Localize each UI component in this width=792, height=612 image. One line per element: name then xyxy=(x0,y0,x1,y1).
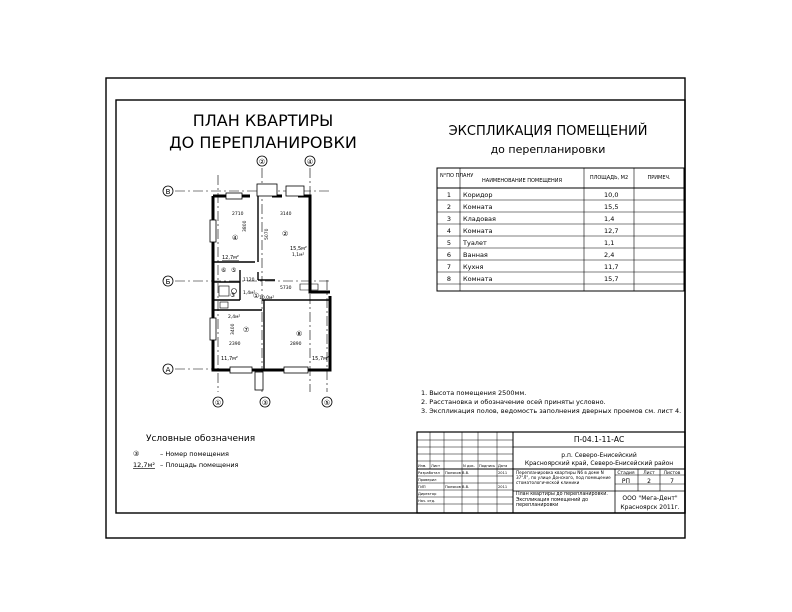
svg-text:5070: 5070 xyxy=(265,228,270,240)
row-4-n: 4 xyxy=(446,227,452,235)
explication-title-line2: до перепланировки xyxy=(490,143,606,156)
axis-label-4: ④ xyxy=(306,158,314,166)
svg-text:ГИП: ГИП xyxy=(418,485,426,489)
svg-text:②: ② xyxy=(282,230,289,238)
row-2-name: Комната xyxy=(463,203,493,211)
row-3-area: 1,4 xyxy=(604,215,615,223)
stamp-stage-label: Стадия xyxy=(617,471,635,476)
axis-label-3: ③ xyxy=(261,399,269,407)
svg-text:2710: 2710 xyxy=(232,212,244,217)
svg-text:12,7м²: 12,7м² xyxy=(222,255,239,261)
svg-text:1,4м²: 1,4м² xyxy=(243,291,256,296)
row-1-name: Коридор xyxy=(463,191,493,199)
axis-label-5: ⑤ xyxy=(323,399,331,407)
axis-label-1: ① xyxy=(214,399,222,407)
svg-text:Дата: Дата xyxy=(498,464,508,468)
plan-title-line1: ПЛАН КВАРТИРЫ xyxy=(192,111,334,130)
legend-text-area: – Площадь помещения xyxy=(160,461,239,469)
stamp-company-1: ООО "Мега-Дент" xyxy=(622,495,678,502)
row-8-name: Комната xyxy=(463,275,493,283)
axis-label-b: Б xyxy=(165,278,171,286)
svg-text:2,4м²: 2,4м² xyxy=(228,315,241,320)
row-3-name: Кладовая xyxy=(463,215,496,223)
row-8-area: 15,7 xyxy=(604,275,619,283)
stamp-sheets: 7 xyxy=(670,478,674,485)
stamp-address-1: р.п. Северо-Енисейский xyxy=(561,452,637,459)
row-4-name: Комната xyxy=(463,227,493,235)
svg-text:2890: 2890 xyxy=(290,342,302,347)
stamp-address-2: Красноярский край, Северо-Енисейский район xyxy=(524,460,674,467)
svg-text:①: ① xyxy=(253,292,260,300)
row-6-n: 6 xyxy=(446,251,452,259)
axis-label-a: А xyxy=(165,366,171,374)
row-5-n: 5 xyxy=(446,239,452,247)
explication-header-note: ПРИМЕЧ. xyxy=(647,175,671,181)
svg-text:2011: 2011 xyxy=(498,471,508,475)
explication-header-n: N°ПО ПЛАНУ xyxy=(440,173,474,179)
row-1-area: 10,0 xyxy=(604,191,619,199)
axis-label-2: ② xyxy=(258,158,266,166)
svg-text:15,7м²: 15,7м² xyxy=(312,356,329,362)
svg-text:Директор: Директор xyxy=(418,492,437,496)
svg-text:2390: 2390 xyxy=(229,342,241,347)
svg-text:Проверил: Проверил xyxy=(418,478,437,482)
stamp-code: П-04.1-11-АС xyxy=(573,435,625,444)
svg-text:⑦: ⑦ xyxy=(243,326,250,334)
row-8-n: 8 xyxy=(446,275,452,283)
note-3: 3. Экспликация полов, ведомость заполнения дверных проемов см. лист 4. xyxy=(421,407,682,415)
legend-text-room-number: – Номер помещения xyxy=(160,450,229,458)
axis-label-v: В xyxy=(165,188,171,196)
svg-text:⑥: ⑥ xyxy=(221,267,227,274)
svg-text:Разработал: Разработал xyxy=(418,471,440,475)
svg-text:N док.: N док. xyxy=(463,464,475,468)
svg-text:1120: 1120 xyxy=(243,278,255,283)
stamp-sheet-label: Лист xyxy=(643,471,655,476)
legend-title: Условные обозначения xyxy=(146,434,256,444)
svg-text:1,1м²: 1,1м² xyxy=(292,253,305,258)
explication-rows xyxy=(447,191,619,283)
svg-text:15,5м²: 15,5м² xyxy=(290,246,307,252)
explication-header-name: НАИМЕНОВАНИЕ ПОМЕЩЕНИЯ xyxy=(482,178,562,184)
row-5-name: Туалет xyxy=(463,239,487,247)
row-2-n: 2 xyxy=(446,203,452,211)
svg-text:Подпись: Подпись xyxy=(479,464,496,468)
explication-header-area: ПЛОЩАДЬ, М2 xyxy=(589,175,629,181)
svg-text:⑤: ⑤ xyxy=(231,267,237,274)
stamp-project: Перепланировка квартиры N6 в доме N 37"Л", по улице Донского, под помещение стоматологической клиники xyxy=(516,470,611,486)
svg-text:Поляков В.В.: Поляков В.В. xyxy=(445,485,470,489)
row-5-area: 1,1 xyxy=(604,239,615,247)
floor-plan xyxy=(163,156,332,407)
row-4-area: 12,7 xyxy=(604,227,619,235)
svg-text:Изм.: Изм. xyxy=(418,464,427,468)
legend-symbol-area: 12,7м² xyxy=(133,461,155,469)
stamp-company-2: Красноярск 2011г. xyxy=(620,504,680,511)
svg-text:5730: 5730 xyxy=(280,286,292,291)
svg-text:Поляков В.В.: Поляков В.В. xyxy=(445,471,470,475)
stamp-sheets-label: Листов xyxy=(663,471,681,476)
row-2-area: 15,5 xyxy=(604,203,619,211)
legend-symbol-room-number: ③ xyxy=(133,450,140,458)
svg-text:3400: 3400 xyxy=(231,323,236,335)
svg-text:④: ④ xyxy=(232,234,239,242)
svg-text:3800: 3800 xyxy=(243,220,248,232)
explication-title-line1: ЭКСПЛИКАЦИЯ ПОМЕЩЕНИЙ xyxy=(448,124,648,139)
svg-text:11,7м²: 11,7м² xyxy=(221,356,238,362)
row-7-area: 11,7 xyxy=(604,263,619,271)
stamp-stage: РП xyxy=(621,478,631,485)
svg-text:2011: 2011 xyxy=(498,485,508,489)
svg-text:10,0м²: 10,0м² xyxy=(259,296,275,301)
svg-text:⑧: ⑧ xyxy=(296,330,303,338)
row-3-n: 3 xyxy=(446,215,452,223)
stamp-sheet-title: План квартиры до перепланировки. Экспликация помещений до перепланировки xyxy=(516,492,608,509)
stamp-sheet: 2 xyxy=(647,478,651,485)
svg-text:③: ③ xyxy=(230,292,236,299)
row-1-n: 1 xyxy=(446,191,452,199)
plan-title-line2: ДО ПЕРЕПЛАНИРОВКИ xyxy=(169,133,357,152)
svg-text:Нач. отд.: Нач. отд. xyxy=(418,499,436,503)
note-2: 2. Расстановка и обозначение осей приняты условно. xyxy=(421,398,606,406)
svg-text:3140: 3140 xyxy=(280,212,292,217)
row-7-name: Кухня xyxy=(463,263,484,271)
note-1: 1. Высота помещения 2500мм. xyxy=(421,389,527,397)
row-7-n: 7 xyxy=(446,263,452,271)
row-6-name: Ванная xyxy=(463,251,488,259)
svg-text:Лист: Лист xyxy=(431,464,441,468)
row-6-area: 2,4 xyxy=(604,251,615,259)
